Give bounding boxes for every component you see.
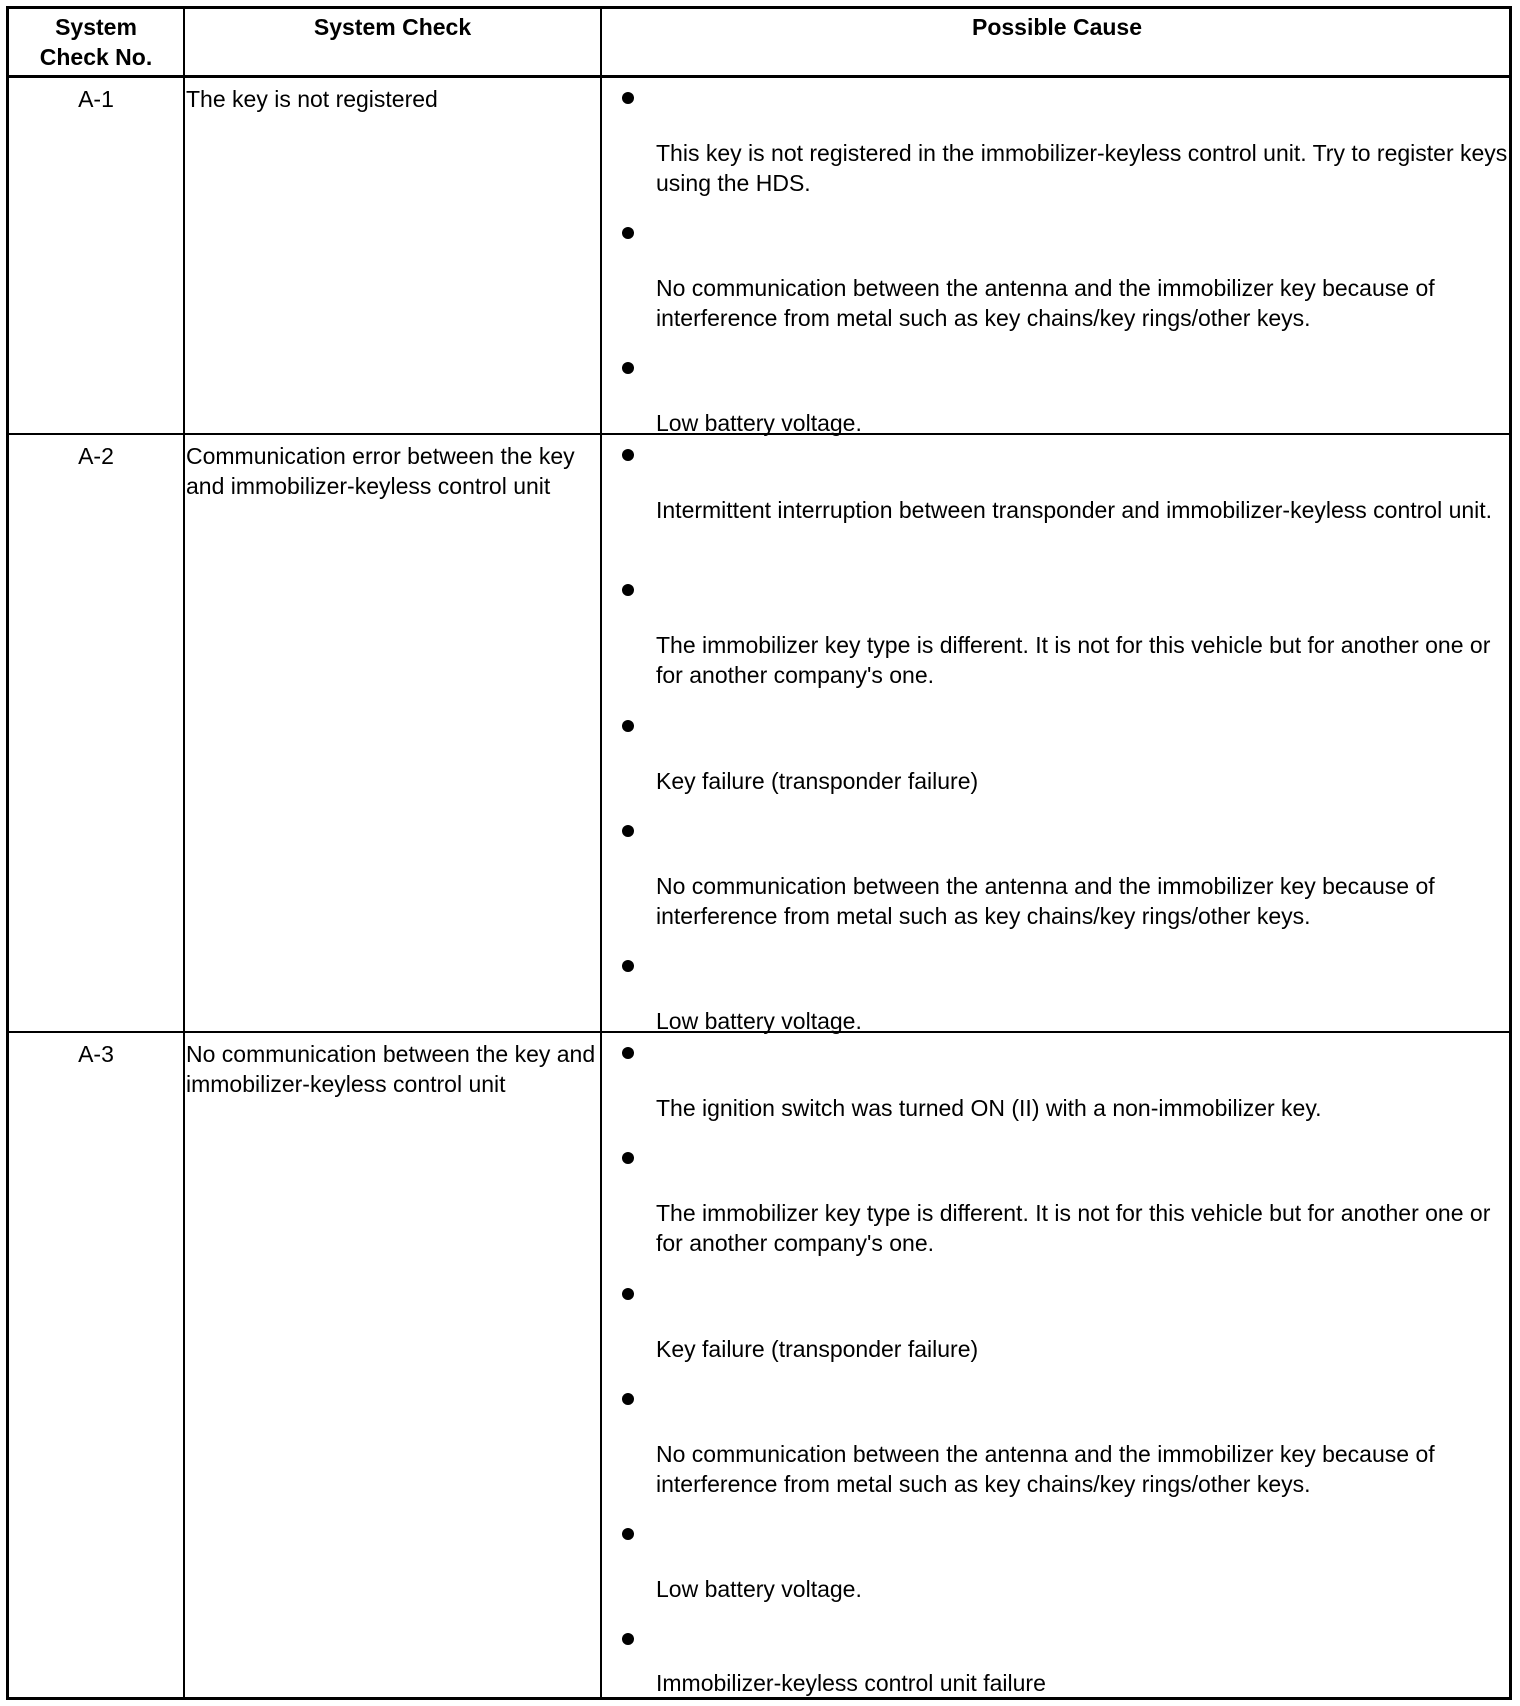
bullet-icon (622, 227, 634, 239)
bullet-icon (622, 1152, 634, 1164)
bullet-icon (622, 960, 634, 972)
header-system-check: System Check (313, 14, 472, 40)
row-a1-cause-3: Low battery voltage. (656, 410, 862, 436)
row-a2-cause-3: Key failure (transponder failure) (656, 768, 979, 794)
row-a1-system-check: The key is not registered (186, 86, 438, 112)
header-system-check-no: System Check No. (39, 14, 153, 70)
row-a2-cause-5: Low battery voltage. (656, 1008, 862, 1034)
row-a2-check-no: A-2 (78, 443, 114, 469)
row-a3-cause-1: The ignition switch was turned ON (II) with a non-immobilizer key. (656, 1095, 1322, 1121)
row-a3-check-no: A-3 (78, 1041, 114, 1067)
row-a2-cause-4: No communication between the antenna and the immobilizer key because of interference from metal such as key chains/key rings/other keys. (656, 873, 1435, 929)
bullet-icon (622, 92, 634, 104)
column-divider (600, 9, 602, 1697)
bullet-icon (622, 1288, 634, 1300)
bullet-icon (622, 1393, 634, 1405)
column-divider (183, 9, 185, 1697)
row-a2-cause-1: Intermittent interruption between transponder and immobilizer-keyless control unit. (656, 497, 1493, 523)
row-a3-cause-2: The immobilizer key type is different. It is not for this vehicle but for another one or for another company's one. (656, 1200, 1491, 1256)
row-a3-system-check: No communication between the key and immobilizer-keyless control unit (186, 1041, 596, 1097)
header-possible-cause: Possible Cause (971, 14, 1143, 40)
row-a1-check-no: A-1 (78, 86, 114, 112)
row-a3-cause-5: Low battery voltage. (656, 1576, 862, 1602)
bullet-icon (622, 1047, 634, 1059)
bullet-icon (622, 362, 634, 374)
bullet-icon (622, 720, 634, 732)
bullet-icon (622, 584, 634, 596)
bullet-icon (622, 1633, 634, 1645)
header-divider (9, 75, 1509, 78)
row-a1-cause-1: This key is not registered in the immobilizer-keyless control unit. Try to register keys using the HDS. (656, 140, 1508, 196)
bullet-icon (622, 825, 634, 837)
row-a2-system-check: Communication error between the key and immobilizer-keyless control unit (186, 443, 575, 499)
bullet-icon (622, 449, 634, 461)
row-a3-cause-3: Key failure (transponder failure) (656, 1336, 979, 1362)
row-a3-cause-4: No communication between the antenna and the immobilizer key because of interference from metal such as key chains/key rings/other keys. (656, 1441, 1435, 1497)
bullet-icon (622, 1528, 634, 1540)
row-a2-cause-2: The immobilizer key type is different. It is not for this vehicle but for another one or for another company's one. (656, 632, 1491, 688)
row-a1-cause-2: No communication between the antenna and the immobilizer key because of interference from metal such as key chains/key rings/other keys. (656, 275, 1435, 331)
possible-cause-table (6, 6, 1512, 1700)
row-a3-cause-6: Immobilizer-keyless control unit failure (656, 1670, 1046, 1696)
